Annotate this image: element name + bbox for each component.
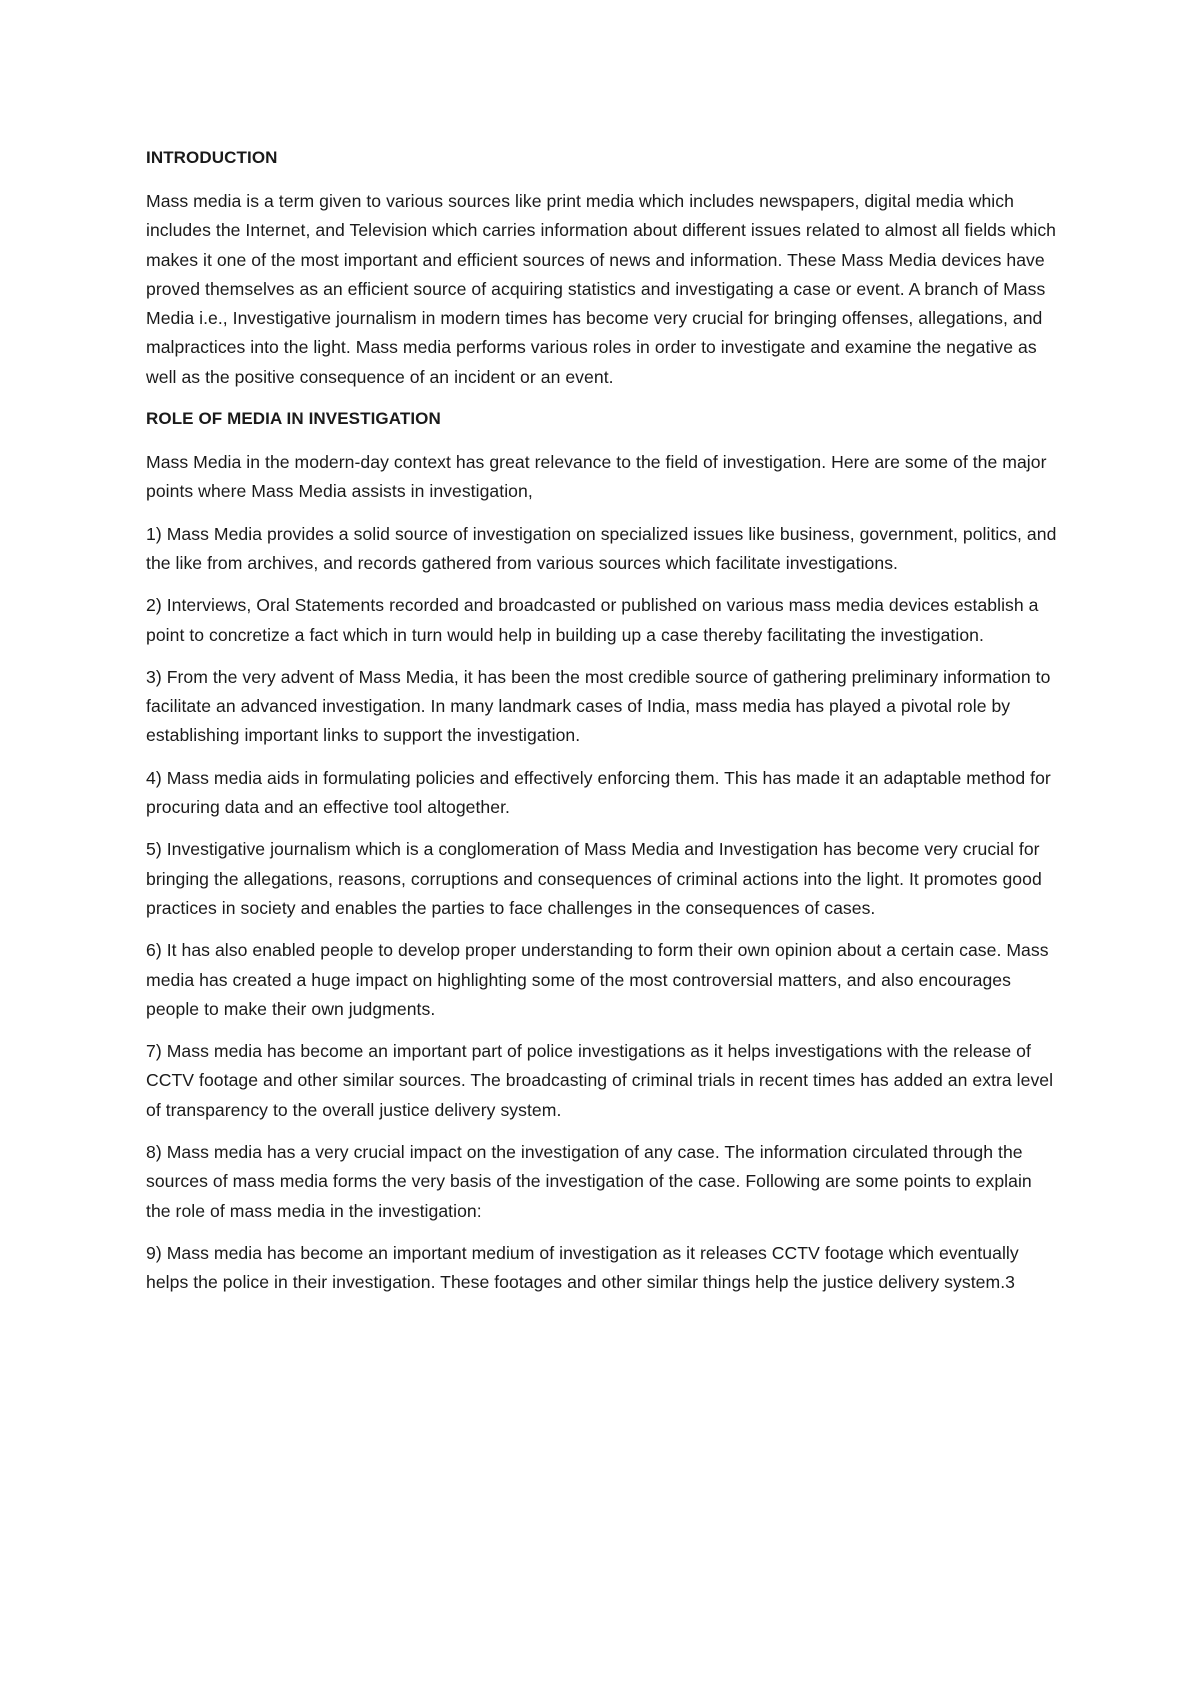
point-paragraph [146, 663, 1061, 751]
point-paragraph [146, 936, 1061, 1024]
point-number: 9) [146, 1242, 162, 1263]
point-text: It has also enabled people to develop proper understanding to form their own opinion about a certain case. Mass media has created a huge impact on highlighting some of the most controversial matters, and also encourages people to make their own judgments. [146, 940, 1049, 1019]
point-number: 4) [146, 767, 162, 788]
point-paragraph [146, 1037, 1061, 1125]
point-text: Mass media aids in formulating policies and effectively enforcing them. This has made it an adaptable method for procuring data and an effective tool altogether. [146, 767, 1051, 818]
point-number: 7) [146, 1041, 162, 1062]
document-page [146, 147, 1061, 1311]
point-paragraph [146, 591, 1061, 650]
point-text: Mass media has become an important part of police investigations as it helps investigations with the release of CCTV footage and other similar sources. The broadcasting of criminal trials in recent times has added an extra level of transparency to the overall justice delivery system. [146, 1041, 1054, 1120]
role-intro-paragraph: Mass Media in the modern-day context has great relevance to the field of investigation. Here are some of the major points where Mass Media assists in investigation, [146, 452, 1047, 502]
point-paragraph [146, 764, 1061, 823]
point-number: 2) [146, 595, 162, 616]
intro-paragraph: Mass media is a term given to various sources like print media which includes newspapers, digital media which includes the Internet, and Television which carries information about different issues related to almost all fields which makes it one of the most important and efficient sources of news and information. These Mass Media devices have proved themselves as an efficient source of acquiring statistics and investigating a case or event. A branch of Mass Media i.e., Investigative journalism in modern times has become very crucial for bringing offenses, allegations, and malpractices into the light. Mass media performs various roles in order to investigate and examine the negative as well as the positive consequence of an incident or an event. [146, 191, 1057, 387]
point-paragraph [146, 835, 1061, 923]
point-number: 5) [146, 839, 162, 860]
point-paragraph [146, 520, 1061, 579]
point-paragraph [146, 1239, 1061, 1298]
point-number: 8) [146, 1142, 162, 1163]
point-text: Mass media has a very crucial impact on the investigation of any case. The information circulated through the sources of mass media forms the very basis of the investigation of the case. Following are some points to explain the role of mass media in the investigation: [146, 1142, 1032, 1221]
point-number: 3) [146, 666, 162, 687]
point-text: Interviews, Oral Statements recorded and broadcasted or published on various mass media devices establish a point to concretize a fact which in turn would help in building up a case thereby facilitating the investigation. [146, 595, 1039, 645]
point-number: 6) [146, 940, 162, 961]
intro-heading: INTRODUCTION [146, 148, 278, 167]
point-paragraph [146, 1138, 1061, 1226]
point-text: Mass media has become an important medium of investigation as it releases CCTV footage which eventually helps the police in their investigation. These footages and other similar things help the justice delivery system.3 [146, 1242, 1019, 1293]
point-text: From the very advent of Mass Media, it has been the most credible source of gathering preliminary information to facilitate an advanced investigation. In many landmark cases of India, mass media has played a pivotal role by establishing important links to support the investigation. [146, 666, 1051, 746]
role-heading: ROLE OF MEDIA IN INVESTIGATION [146, 409, 441, 429]
point-number: 1) [146, 523, 162, 544]
point-text: Investigative journalism which is a conglomeration of Mass Media and Investigation has become very crucial for bringing the allegations, reasons, corruptions and consequences of criminal actions into the light. It promotes good practices in society and enables the parties to face challenges in the consequences of cases. [146, 839, 1042, 918]
point-text: Mass Media provides a solid source of investigation on specialized issues like business, government, politics, and the like from archives, and records gathered from various sources which facilitate investigations. [146, 523, 1057, 573]
